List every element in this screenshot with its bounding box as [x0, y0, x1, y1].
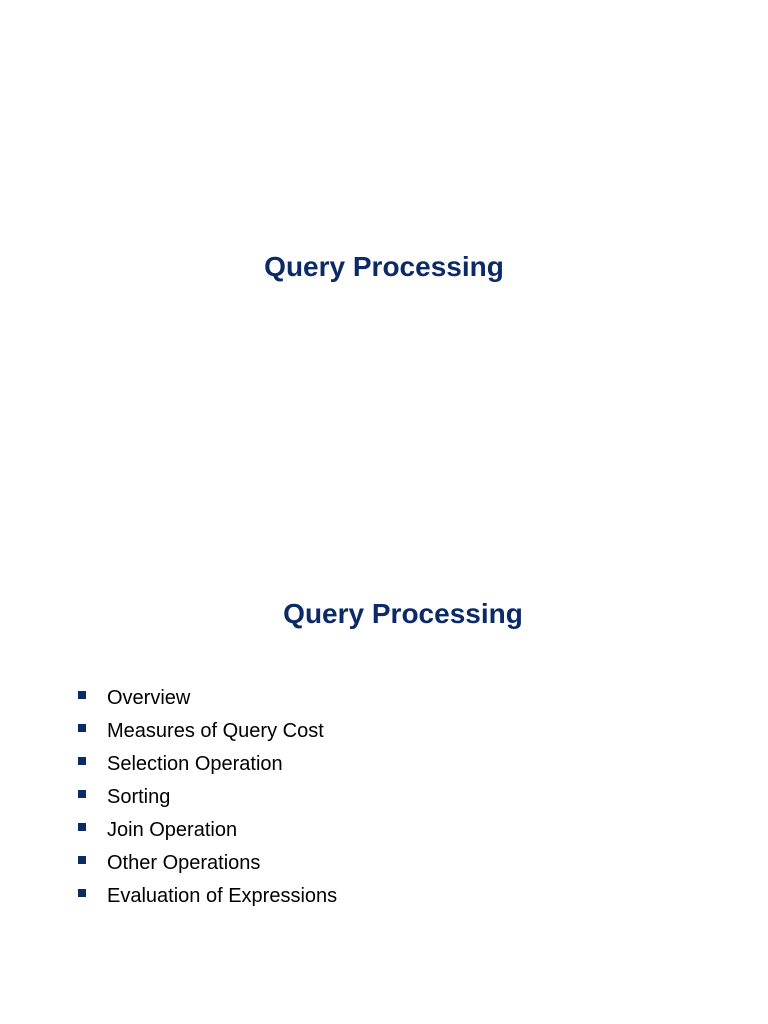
square-bullet-icon: [78, 823, 86, 831]
list-item-label: Evaluation of Expressions: [107, 884, 338, 907]
list-item-label: Selection Operation: [107, 752, 283, 775]
list-item-label: Other Operations: [107, 851, 261, 874]
list-item-label: Measures of Query Cost: [107, 719, 324, 742]
list-item-label: Sorting: [107, 785, 171, 808]
list-item: [78, 813, 337, 846]
slide-title: Query Processing: [264, 251, 504, 282]
outline-list: [78, 681, 337, 912]
list-item: [78, 780, 337, 813]
list-item-label: Overview: [107, 686, 191, 709]
square-bullet-icon: [78, 724, 86, 732]
slide-title: Query Processing: [283, 598, 523, 629]
list-item: [78, 846, 337, 879]
list-item: [78, 879, 337, 912]
square-bullet-icon: [78, 889, 86, 897]
square-bullet-icon: [78, 691, 86, 699]
list-item: [78, 714, 337, 747]
outline-slide: [0, 512, 768, 1024]
square-bullet-icon: [78, 790, 86, 798]
list-item-label: Join Operation: [107, 818, 238, 841]
square-bullet-icon: [78, 856, 86, 864]
square-bullet-icon: [78, 757, 86, 765]
list-item: [78, 747, 337, 780]
list-item: [78, 681, 337, 714]
